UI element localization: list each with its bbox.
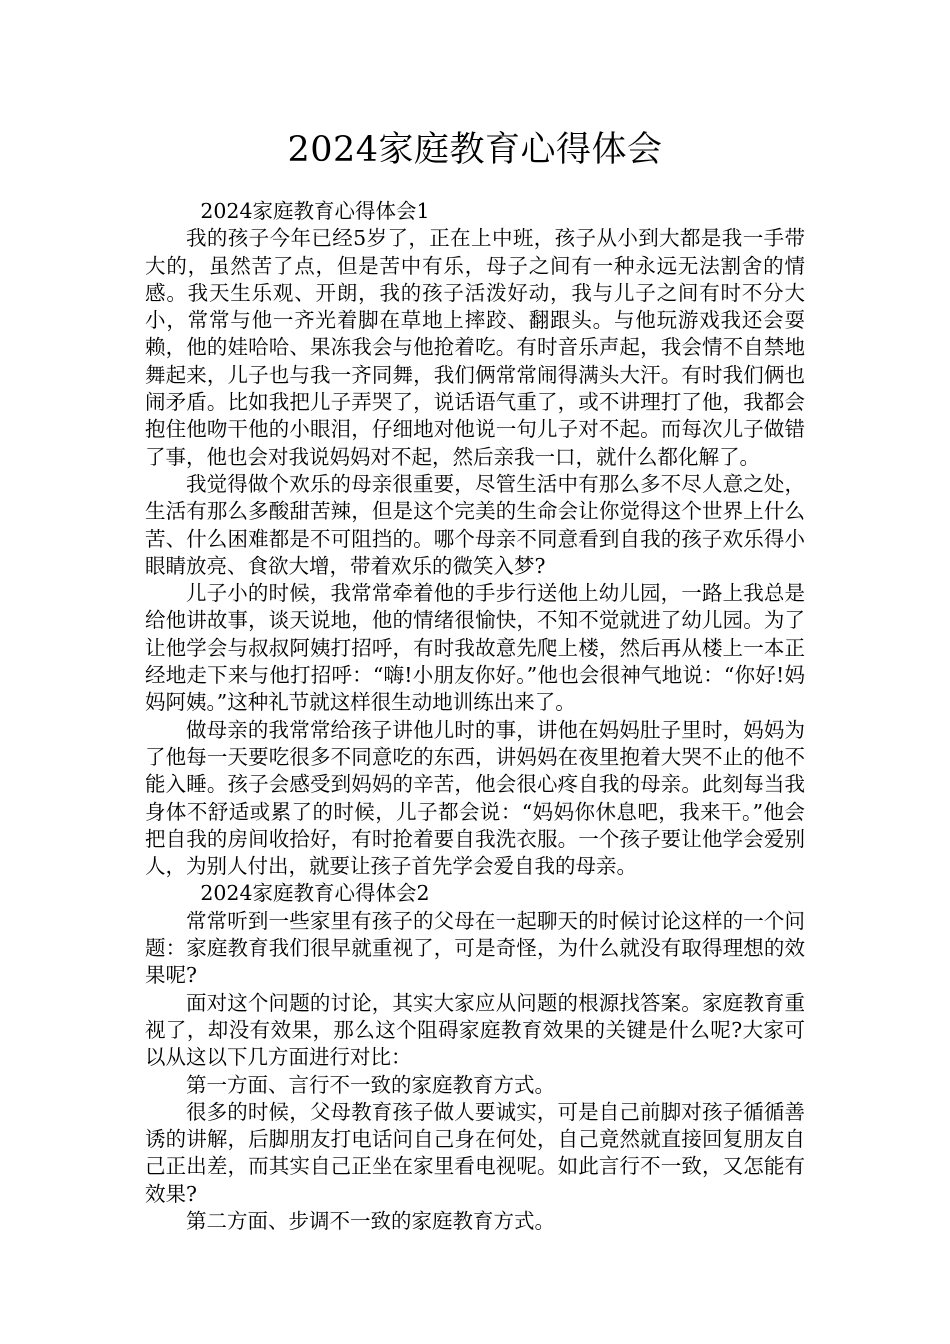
paragraph: 我觉得做个欢乐的母亲很重要，尽管生活中有那么多不尽人意之处，生活有那么多酸甜苦辣，但是这个完美的生命会让你觉得这个世界上什么苦、什么困难都是不可阻挡的。哪个母亲不同意看到自我的孩子欢乐得小眼睛放亮、食欲大增，带着欢乐的微笑入梦? xyxy=(145,471,805,578)
section-heading: 2024家庭教育心得体会1 xyxy=(200,199,430,223)
paragraph: 面对这个问题的讨论，其实大家应从问题的根源找答案。家庭教育重视了，却没有效果，那么这个阻碍家庭教育效果的关键是什么呢?大家可以从这以下几方面进行对比： xyxy=(145,990,805,1070)
paragraph: 我的孩子今年已经5岁了，正在上中班，孩子从小到大都是我一手带大的，虽然苦了点，但是苦中有乐，母子之间有一种永远无法割舍的情感。我天生乐观、开朗，我的孩子活泼好动，我与儿子之间有时不分大小，常常与他一齐光着脚在草地上摔跤、翻跟头。与他玩游戏我还会耍赖，他的娃哈哈、果冻我会与他抢着吃。有时音乐声起，我会情不自禁地舞起来，儿子也与我一齐同舞，我们俩常常闹得满头大汗。有时我们俩也闹矛盾。比如我把儿子弄哭了，说话语气重了，或不讲理打了他，我都会抱住他吻干他的小眼泪，仔细地对他说一句儿子对不起。而每次儿子做错了事，他也会对我说妈妈对不起，然后亲我一口，就什么都化解了。 xyxy=(145,226,805,469)
document-body xyxy=(145,198,805,1235)
paragraph: 很多的时候，父母教育孩子做人要诚实，可是自己前脚对孩子循循善诱的讲解，后脚朋友打电话问自己身在何处，自己竟然就直接回复朋友自己正出差，而其实自己正坐在家里看电视呢。如此言行不一致，又怎能有效果? xyxy=(145,1099,805,1206)
paragraph: 做母亲的我常常给孩子讲他儿时的事，讲他在妈妈肚子里时，妈妈为了他每一天要吃很多不同意吃的东西，讲妈妈在夜里抱着大哭不止的他不能入睡。孩子会感受到妈妈的辛苦，他会很心疼自我的母亲。此刻每当我身体不舒适或累了的时候，儿子都会说：“妈妈你休息吧，我来干。”他会把自我的房间收拾好，有时抢着要自我洗衣服。一个孩子要让他学会爱别人，为别人付出，就要让孩子首先学会爱自我的母亲。 xyxy=(145,717,805,879)
paragraph: 第一方面、言行不一致的家庭教育方式。 xyxy=(186,1072,555,1097)
paragraph: 常常听到一些家里有孩子的父母在一起聊天的时候讨论这样的一个问题：家庭教育我们很早就重视了，可是奇怪，为什么就没有取得理想的效果呢? xyxy=(145,908,805,988)
document-title: 2024家庭教育心得体会 xyxy=(287,130,663,170)
section-heading: 2024家庭教育心得体会2 xyxy=(200,881,430,906)
paragraph: 第二方面、步调不一致的家庭教育方式。 xyxy=(186,1208,555,1233)
paragraph: 儿子小的时候，我常常牵着他的手步行送他上幼儿园，一路上我总是给他讲故事，谈天说地，他的情绪很愉快，不知不觉就进了幼儿园。为了让他学会与叔叔阿姨打招呼，有时我故意先爬上楼，然后再从楼上一本正经地走下来与他打招呼：“嗨!小朋友你好。”他也会很神气地说：“你好!妈妈阿姨。”这种礼节就这样很生动地训练出来了。 xyxy=(145,581,805,715)
